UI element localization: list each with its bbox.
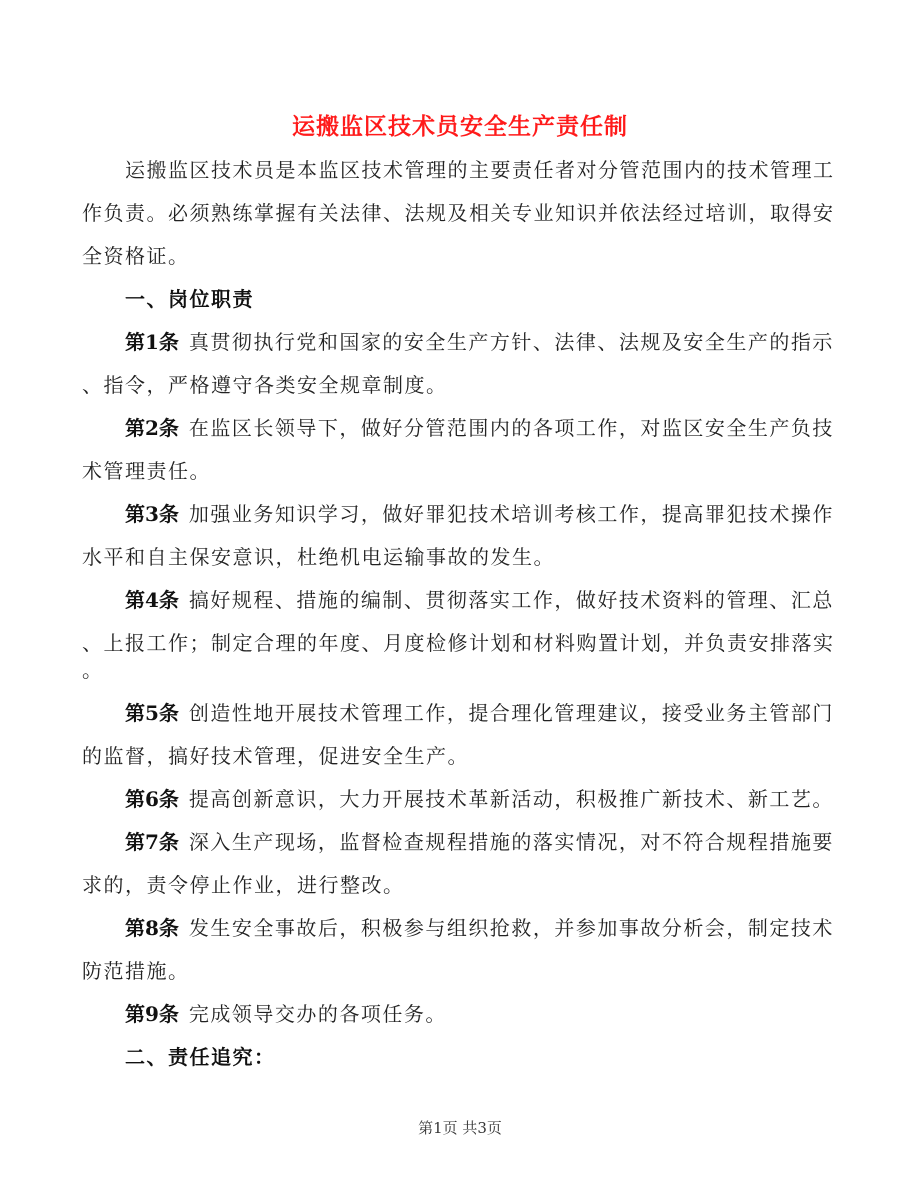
article-3: 第3条 加强业务知识学习，做好罪犯技术培训考核工作，提高罪犯技术操作 bbox=[125, 502, 834, 526]
article-label: 第8条 bbox=[125, 916, 179, 940]
section-heading: 二、责任追究： bbox=[125, 1045, 276, 1069]
intro-line: 全资格证。 bbox=[82, 244, 190, 268]
intro-line: 运搬监区技术员是本监区技术管理的主要责任者对分管范围内的技术管理工 bbox=[125, 158, 835, 182]
article-label: 第1条 bbox=[125, 330, 179, 354]
article-line: 求的，责令停止作业，进行整改。 bbox=[82, 873, 405, 897]
article-line: 防范措施。 bbox=[82, 959, 190, 983]
intro-line: 作负责。必须熟练掌握有关法律、法规及相关专业知识并依法经过培训，取得安 bbox=[82, 201, 835, 225]
article-label: 第9条 bbox=[125, 1002, 179, 1026]
article-line: 术管理责任。 bbox=[82, 459, 211, 483]
article-label: 第2条 bbox=[125, 416, 179, 440]
article-2: 第2条 在监区长领导下，做好分管范围内的各项工作，对监区安全生产负技 bbox=[125, 416, 834, 440]
article-line: 的监督，搞好技术管理，促进安全生产。 bbox=[82, 744, 469, 768]
article-4: 第4条 搞好规程、措施的编制、贯彻落实工作，做好技术资料的管理、汇总 bbox=[125, 588, 834, 612]
article-9: 第9条 完成领导交办的各项任务。 bbox=[125, 1002, 447, 1026]
article-label: 第3条 bbox=[125, 502, 179, 526]
article-5: 第5条 创造性地开展技术管理工作，提合理化管理建议，接受业务主管部门 bbox=[125, 701, 834, 725]
article-7: 第7条 深入生产现场，监督检查规程措施的落实情况，对不符合规程措施要 bbox=[125, 830, 834, 854]
article-label: 第7条 bbox=[125, 830, 179, 854]
article-line: 、指令，严格遵守各类安全规章制度。 bbox=[82, 373, 448, 397]
article-label: 第5条 bbox=[125, 701, 179, 725]
article-line: 、上报工作；制定合理的年度、月度检修计划和材料购置计划，并负责安排落实 bbox=[82, 631, 835, 655]
article-6: 第6条 提高创新意识，大力开展技术革新活动，积极推广新技术、新工艺。 bbox=[125, 787, 834, 811]
article-1: 第1条 真贯彻执行党和国家的安全生产方针、法律、法规及安全生产的指示 bbox=[125, 330, 834, 354]
article-label: 第4条 bbox=[125, 588, 179, 612]
document-title: 运搬监区技术员安全生产责任制 bbox=[292, 113, 628, 140]
article-label: 第6条 bbox=[125, 787, 179, 811]
article-line: 。 bbox=[82, 658, 104, 682]
page-footer: 第1页 共3页 bbox=[418, 1119, 502, 1137]
article-line: 水平和自主保安意识，杜绝机电运输事故的发生。 bbox=[82, 545, 555, 569]
article-8: 第8条 发生安全事故后，积极参与组织抢救，并参加事故分析会，制定技术 bbox=[125, 916, 834, 940]
section-heading: 一、岗位职责 bbox=[125, 287, 254, 311]
